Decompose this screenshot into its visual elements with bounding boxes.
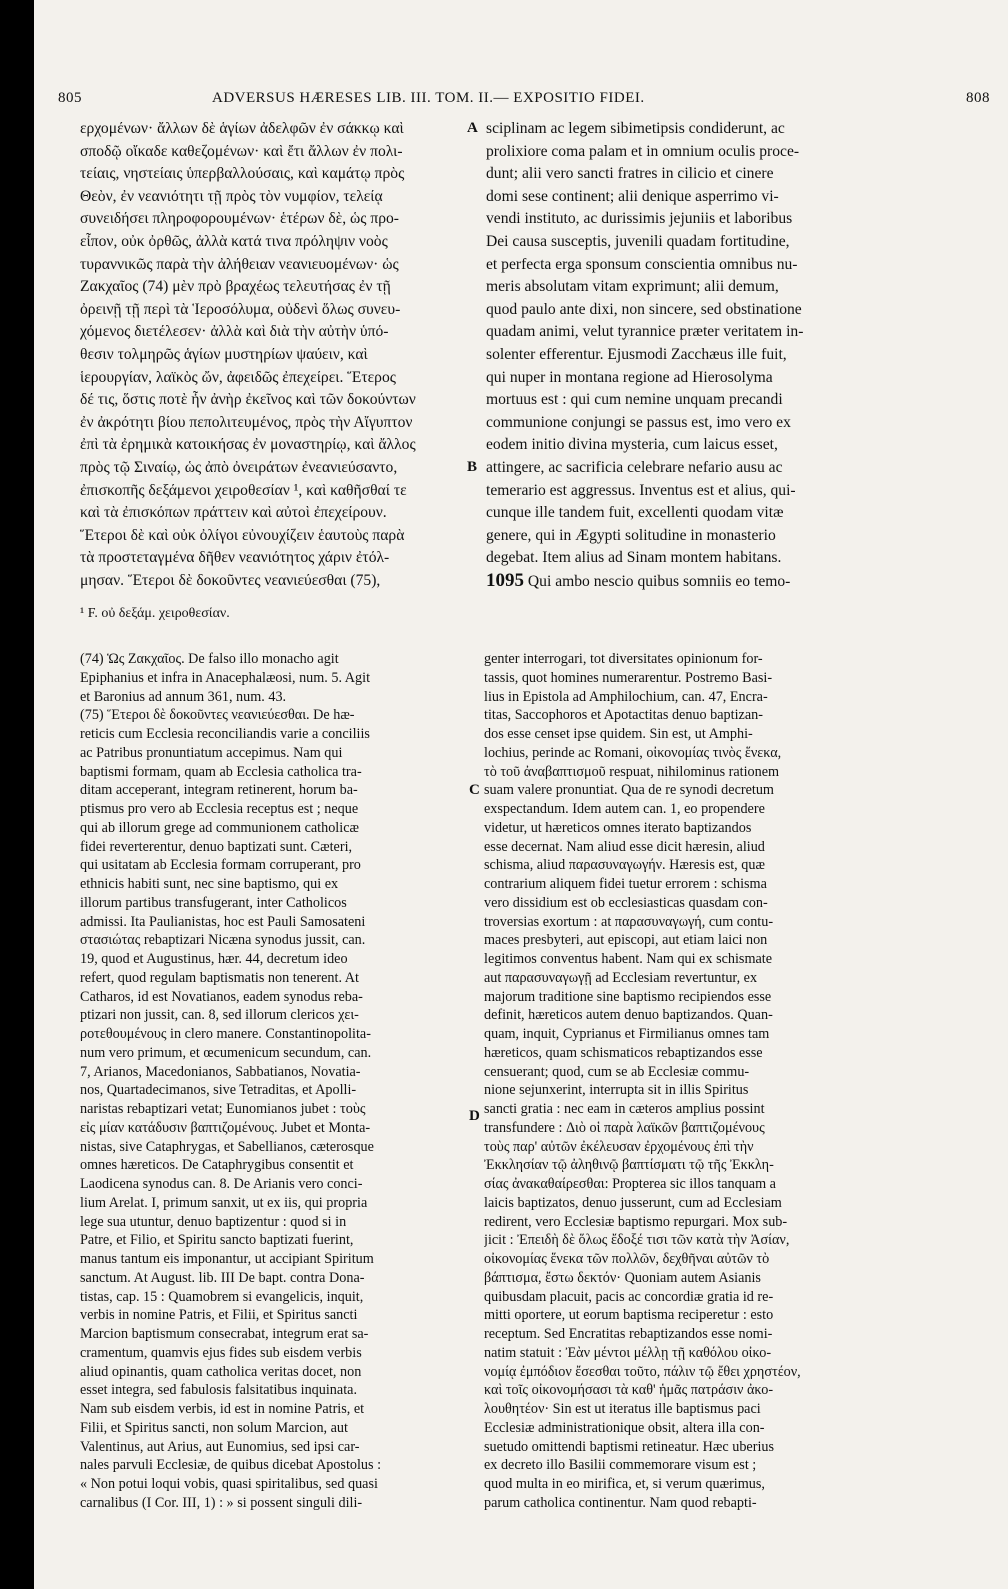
page-number-right: 808 (966, 90, 990, 106)
note-line: quod multa in eo mirifica, et, si verum quærimus, (484, 1476, 765, 1492)
note-line: ex decreto illo Basilii commemorare visum est ; (484, 1457, 757, 1474)
note-line: quibusdam placuit, pacis ac concordiæ gratia id re- (484, 1288, 774, 1305)
note-line: lius in Epistola ad Amphilochium, can. 47, Encra- (484, 688, 768, 705)
note-line: Nam sub eisdem verbis, id est in nomine Patris, et (80, 1401, 365, 1417)
notes-left-column (80, 650, 461, 1513)
note-line: parum catholica continentur. Nam quod rebapti- (484, 1494, 757, 1511)
note-line: Marcion baptismum consecrabat, integrum erat sa- (80, 1326, 369, 1342)
note-line: redirent, vero Ecclesiæ baptismo repurgari. Mox sub- (484, 1213, 788, 1230)
note-line: τὸ τοῦ ἀναβαπτισμοῦ respuat, nihilominus rationem (484, 763, 780, 780)
note-line: reticis cum Ecclesia reconciliandis varie a conciliis (80, 726, 370, 742)
note-line: στασιώτας rebaptizari Nicæna synodus jussit, can. (80, 932, 366, 949)
note-line: Laodicena synodus can. 8. De Arianis vero conci- (80, 1176, 363, 1192)
note-line: nione sejunxerint, interrupta sit in illis Spiritus (484, 1082, 749, 1099)
greek-line: Ἕτεροι δὲ καὶ οὐκ ὀλίγοι εὐνουχίζειν ἑαυτοὺς παρὰ (80, 526, 405, 544)
note-line: legitimos conventus habent. Nam qui ex schismate (484, 951, 773, 967)
note-line: tassis, quot homines numerarentur. Postremo Basi- (484, 669, 773, 686)
note-line: suam valere pronuntiat. Qua de re synodi decretum (484, 782, 774, 799)
note-line: verbis in nomine Patris, et Filii, et Spiritus sancti (80, 1307, 358, 1324)
footnote: ¹ F. οὐ δεξάμ. χειροθεσίαν. (80, 606, 230, 621)
margin-letter-b: B (467, 459, 478, 475)
note-line: manus tantum eis imponantur, ut accipiant Spiritum (80, 1251, 374, 1267)
note-line: illorum partibus transfugerant, inter Catholicos (80, 894, 347, 911)
latin-line: Dei causa susceptis, juvenili quadam fortitudine, (486, 232, 790, 250)
note-line: contrarium aliquem fidei tuetur errorem : schisma (484, 876, 767, 892)
note-line: genter interrogari, tot diversitates opinionum for- (484, 651, 763, 667)
note-line: qui usitatam ab Ecclesia formam corruperant, pro (80, 857, 361, 874)
running-title: ADVERSUS HÆRESES LIB. III. TOM. II.— EXPOSITIO FIDEI. (212, 90, 645, 106)
note-line: admissi. Ita Paulianistas, hoc est Pauli Samosateni (80, 913, 366, 930)
note-line: carnalibus (I Cor. III, 1) : » si possent singuli dili- (80, 1494, 363, 1511)
note-line: Catharos, id est Novatianos, eadem synodus reba- (80, 988, 363, 1005)
greek-line: μησαν. Ἕτεροι δὲ δοκοῦντες νεανιεύεσθαι (75), (80, 571, 381, 589)
note-line: censuerant; quod, cum se ab Ecclesiæ commu- (484, 1063, 750, 1080)
note-line: omnes hæreticos. De Cataphrygibus consentit et (80, 1157, 354, 1174)
note-line: majorum traditione sine baptismo recipiendos esse (484, 988, 772, 1005)
note-line: baptismi formam, quam ab Ecclesia catholica tra- (80, 763, 362, 780)
note-line: lege sua utuntur, denuo baptizentur : quod si in (80, 1213, 347, 1230)
greek-line: ἐπὶ τὰ ἐρημικὰ κατοικήσας ἐν μοναστηρίῳ, καὶ ἄλλος (80, 436, 416, 454)
note-line: schisma, aliud παρασυναγωγήν. Hæresis est, quæ (484, 857, 765, 874)
note-line: Epiphanius et infra in Anacephalæosi, num. 5. Agit (80, 669, 371, 686)
latin-line: dunt; alii vero sancti fratres in cilicio et cinere (486, 165, 774, 183)
greek-line: τυραννικῶς παρὰ τὴν ἀλήθειαν νεανιευομένων· ὡς (80, 255, 399, 273)
greek-line: συνειδήσει πληροφορουμένων· ἑτέρων δὲ, ὡς προ- (80, 210, 399, 228)
note-line: quam, inquit, Cyprianus et Firmilianus omnes tam (484, 1026, 770, 1042)
page-number-left: 805 (58, 90, 82, 106)
note-line: Ecclesiæ administrationique obsit, altera illa con- (484, 1419, 765, 1436)
latin-line: genere, qui in Ægypti solitudine in monasterio (486, 526, 776, 544)
latin-line: et perfecta erga sponsum conscientia omnibus nu- (486, 255, 798, 273)
note-line: 19, quod et Augustinus, hær. 44, decretum ideo (80, 951, 348, 967)
greek-line: τὰ προστεταγμένα δῆθεν νεανιότητος χάριν ἐτόλ- (80, 549, 390, 567)
running-header (34, 90, 1008, 114)
note-line: « Non potui loqui vobis, quasi spiritalibus, sed quasi (80, 1476, 378, 1492)
note-line: suetudo omittendi baptismi retineatur. Hæc uberius (484, 1438, 775, 1455)
text-run: Qui ambo nescio quibus somniis eo temo- (524, 572, 791, 590)
note-line: sanctum. At August. lib. III De bapt. contra Dona- (80, 1269, 365, 1286)
note-line: Ἐκκλησίαν τῷ ἀληθινῷ βαπτίσματι τῷ τῆς Ἐκκλη- (484, 1157, 774, 1174)
note-line: videtur, ut hæreticos omnes iterato baptizandos (484, 819, 752, 836)
note-line: qui ab illorum grege ad communionem catholicæ (80, 819, 359, 836)
latin-line: cunque ille tandem fuit, excellenti quodam vitæ (486, 504, 784, 522)
greek-line: Θεὸν, ἐν νεανιότητι τῇ πρὸς τὸν νυμφίον, τελείᾳ (80, 187, 383, 205)
latin-line: temerario est aggressus. Inventus est et alius, qui- (486, 481, 796, 499)
latin-line: attingere, ac sacrificia celebrare nefario ausu ac (486, 458, 783, 476)
note-line: οἰκονομίας ἕνεκα τῶν πολλῶν, δεχθῆναι αὐτῶν τὸ (484, 1251, 770, 1267)
latin-line: sciplinam ac legem sibimetipsis condiderunt, ac (486, 120, 785, 137)
greek-line: εἶπον, οὐκ ὀρθῶς, ἀλλὰ κατά τινα πρόληψιν νοὸς (80, 232, 388, 250)
greek-line: δέ τις, ὅστις ποτὲ ἦν ἀνὴρ ἐκεῖνος καὶ τῶν δοκούντων (80, 391, 416, 409)
note-line: cramentum, quamvis ejus fides sub eisdem verbis (80, 1344, 362, 1361)
note-line: Patre, et Filio, et Spiritu sancto baptizati fuerint, (80, 1232, 354, 1249)
greek-text-column (80, 118, 478, 592)
note-line: lium Arelat. I, primum sanxit, ut ex iis, qui propria (80, 1194, 368, 1211)
note-line: natim statuit : Ἐὰν μέντοι μέλλῃ τῇ καθόλου οἰκο- (484, 1344, 772, 1361)
latin-line: quod paulo ante dixi, non sincere, sed obstinatione (486, 300, 802, 318)
note-line: fidei reverterentur, denuo baptizati sunt. Cæteri, (80, 838, 353, 855)
note-line: hæreticos, quam schismaticos rebaptizandos esse (484, 1044, 763, 1061)
note-line: νομίᾳ ἐμπόδιον ἔσεσθαι τοῦτο, πάλιν τῷ ἔθει χρηστέον, (484, 1363, 801, 1380)
note-line: exspectandum. Idem autem can. 1, eo propendere (484, 801, 765, 817)
note-line: καὶ τοῖς οἰκονομήσασι τὰ καθ' ἡμᾶς πατράσιν ἀκο- (484, 1382, 774, 1399)
note-line: ροτεθουμένους in clero manere. Constantinopolita- (80, 1026, 371, 1042)
greek-line: ἱερουργίαν, λαϊκὸς ὤν, ἀφειδῶς ἐπεχείρει. Ἕτερος (80, 368, 396, 386)
latin-line: communione conjungi se passus est, imo vero ex (486, 413, 791, 431)
note-line: 7, Arianos, Macedonianos, Sabbatianos, Novatia- (80, 1063, 361, 1080)
column-number: 1095 (486, 569, 524, 591)
note-line: Filii, et Spiritus sancti, non solum Marcion, aut (80, 1419, 348, 1436)
note-line: ptizari non jussit, can. 8, sed illorum clericos χει- (80, 1007, 359, 1024)
note-line: βάπτισμα, ἔστω δεκτόν· Quoniam autem Asianis (484, 1269, 761, 1286)
note-line: ac Patribus pronuntiatum accepimus. Nam qui (80, 744, 343, 761)
margin-letter-d: D (469, 1108, 480, 1124)
latin-text-column (486, 118, 984, 592)
note-line: lochius, perinde ac Romani, οἰκονομίας τινὸς ἕνεκα, (484, 744, 782, 761)
latin-line: prolixiore coma palam et in omnium oculis proce- (486, 142, 800, 160)
note-line: et Baronius ad annum 361, num. 43. (80, 688, 287, 705)
greek-line: πρὸς τῷ Σιναίῳ, ὡς ἀπὸ ὀνειράτων ἐνεανιεύσαντο, (80, 458, 398, 476)
greek-line: χόμενος διετέλεσεν· ἀλλὰ καὶ διὰ τὴν αὐτὴν ὑπό- (80, 323, 389, 341)
latin-line: eodem initio divina mysteria, cum laicus esset, (486, 436, 778, 454)
latin-line: vendi instituto, ac durissimis jejuniis et laboribus (486, 210, 793, 228)
latin-line: mortuus est : qui cum nemine unquam precandi (486, 391, 783, 409)
note-line: (75) Ἕτεροι δὲ δοκοῦντες νεανιεύεσθαι. De hæ- (80, 707, 355, 724)
notes-right-column (484, 650, 984, 1513)
note-line: num vero primum, et œcumenicum secundum, can. (80, 1044, 372, 1061)
greek-line: ἐν ἀκρότητι βίου πεπολιτευμένος, πρὸς τὴν Αἴγυπτον (80, 413, 413, 431)
note-line: receptum. Sed Encratitas rebaptizandos esse nomi- (484, 1326, 773, 1342)
latin-line: degebat. Item alius ad Sinam montem habitans. (486, 549, 782, 567)
greek-line: τείαις, νηστείαις ὑπερβαλλούσαις, καὶ καμάτῳ πρὸς (80, 165, 405, 183)
greek-line: ὀρεινῇ τῇ περὶ τὰ Ἱεροσόλυμα, οὐδενὶ ὅλως συνευ- (80, 300, 401, 318)
note-line: ethnicis habiti sunt, nec sine baptismo, qui ex (80, 876, 339, 892)
note-line: nales parvuli Ecclesiæ, de quibus dicebat Apostolus : (80, 1457, 382, 1474)
latin-line: qui nuper in montana regione ad Hierosolyma (486, 368, 773, 386)
note-line: titas, Saccophoros et Apotactitas denuo baptizan- (484, 707, 763, 724)
note-line: esse decernat. Nam aliud esse dicit hæresin, aliud (484, 838, 765, 855)
greek-line: σποδῷ οἴκαδε καθεζομένων· καὶ ἔτι ἄλλων ἐν πολι- (80, 142, 403, 160)
note-line: refert, quod regulam baptismatis non tenerent. At (80, 969, 359, 986)
note-line: aliud opinantis, quam catholica veritas docet, non (80, 1363, 362, 1380)
latin-line: solenter efferentur. Ejusmodi Zacchæus ille fuit, (486, 345, 787, 363)
greek-line: ερχομένων· ἄλλων δὲ ἁγίων ἀδελφῶν ἐν σάκκῳ καὶ (80, 120, 404, 137)
note-line: sancti gratia : nec eam in cæteros amplius possint (484, 1101, 765, 1117)
note-line: maces presbyteri, aut episcopi, aut etiam laici non (484, 932, 768, 949)
note-line: dos esse censet ipse quidem. Sin est, ut Amphi- (484, 726, 753, 742)
book-page (34, 0, 1008, 1589)
latin-line: domi sese continent; alii denique asperrimo vi- (486, 187, 779, 205)
note-line: nos, Quartadecimanos, sive Tetraditas, et Apolli- (80, 1082, 357, 1099)
note-line: σίας ἀνακαθαίρεσθαι: Propterea sic illos tanquam a (484, 1176, 776, 1192)
note-line: εἰς μίαν κατάδυσιν βαπτιζομένους. Jubet et Monta- (80, 1119, 371, 1136)
note-line: naristas rebaptizari vetat; Eunomianos jubet : τοὺς (80, 1101, 366, 1117)
note-line: ditam acceperant, integram retinerent, horum ba- (80, 782, 358, 799)
note-line: nistas, sive Cataphrygas, et Sabellianos, cæterosque (80, 1138, 374, 1155)
note-line: esset integra, sed fabulosis falsitatibus inquinata. (80, 1382, 357, 1399)
latin-line (486, 570, 984, 593)
note-line: aut παρασυναγωγῇ ad Ecclesiam revertuntur, ex (484, 969, 758, 986)
note-line: jicit : Ἐπειδὴ δὲ ὅλως ἔδοξέ τισι τῶν κατὰ τὴν Ἀσίαν, (484, 1232, 790, 1249)
greek-line: ἐπισκοπῆς δεξάμενοι χειροθεσίαν ¹, καὶ καθῆσθαί τε (80, 481, 407, 499)
note-line: vero dissidium est ob ecclesiasticas quasdam con- (484, 894, 768, 911)
note-line: τοὺς παρ' αὐτῶν ἐκέλευσαν ἐρχομένους ἐπὶ τὴν (484, 1138, 754, 1155)
margin-letter-a: A (467, 120, 478, 136)
latin-line: quadam animi, velut tyrannice præter veritatem in- (486, 323, 804, 341)
margin-letter-c: C (469, 782, 480, 798)
note-line: (74) Ὡς Ζακχαῖος. De falso illo monacho agit (80, 651, 339, 667)
note-line: transfundere : Διὸ οἱ παρὰ λαϊκῶν βαπτιζομένους (484, 1119, 765, 1136)
greek-line: καὶ τὰ ἐπισκόπων πράττειν καὶ αὐτοὶ ἐπεχείρουν. (80, 504, 387, 522)
note-line: troversias exortum : at παρασυναγωγή, cum contu- (484, 913, 774, 930)
note-line: mitti oportere, ut eorum baptisma reciperetur : esto (484, 1307, 774, 1324)
note-line: ptismus pro vero ab Ecclesia receptus est ; neque (80, 801, 359, 817)
note-line: λουθητέον· Sin est ut iteratus ille baptismus paci (484, 1401, 761, 1417)
note-line: definit, hæreticos autem denuo baptizandos. Quan- (484, 1007, 773, 1024)
note-line: Valentinus, aut Arius, aut Eunomius, sed ipsi car- (80, 1438, 360, 1455)
greek-line: Ζακχαῖος (74) μὲν πρὸ βραχέως τελευτήσας ἐν τῇ (80, 278, 391, 296)
greek-line: θεσιν τολμηρῶς ἁγίων μυστηρίων ψαύειν, καὶ (80, 345, 368, 363)
latin-line: meris absolutam vitam exprimunt; alii demum, (486, 278, 779, 296)
note-line: tistas, cap. 15 : Quamobrem si evangelicis, inquit, (80, 1288, 364, 1305)
note-line: laicis baptizatos, denuo jusserunt, cum ad Ecclesiam (484, 1194, 782, 1211)
